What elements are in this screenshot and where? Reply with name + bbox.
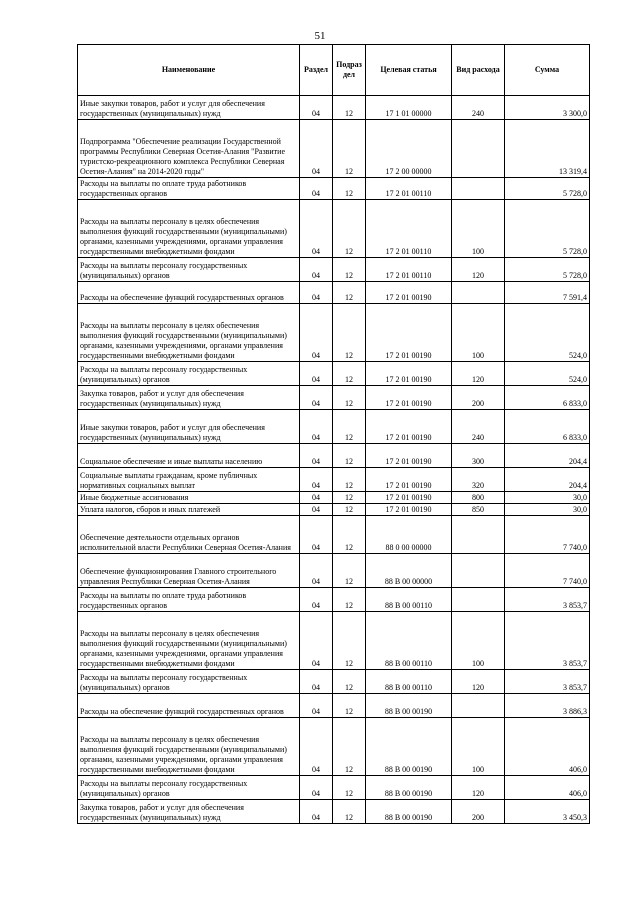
table-row — [78, 588, 590, 612]
table-row — [78, 410, 590, 444]
row-vid: 240 — [452, 410, 505, 444]
table-row — [78, 178, 590, 200]
row-podrazdel: 12 — [333, 612, 366, 670]
header-target: Целевая статья — [366, 45, 452, 96]
row-name: Расходы на выплаты персоналу в целях обеспечения выполнения функций государственными (муниципальными) органами, казенными учреждениями, органами управления государственными внебюджетными фондами — [78, 304, 300, 362]
row-podrazdel: 12 — [333, 304, 366, 362]
table-body — [78, 96, 590, 824]
row-sum: 7 591,4 — [505, 282, 590, 304]
row-sum: 5 728,0 — [505, 178, 590, 200]
row-target: 88 В 00 00000 — [366, 554, 452, 588]
row-target: 17 2 01 00190 — [366, 282, 452, 304]
header-name: Наименование — [78, 45, 300, 96]
row-name: Расходы на выплаты персоналу в целях обеспечения выполнения функций государственными (муниципальными) органами, казенными учреждениями, органами управления государственными внебюджетными фондами — [78, 200, 300, 258]
row-razdel: 04 — [300, 776, 333, 800]
row-razdel: 04 — [300, 554, 333, 588]
row-sum: 3 853,7 — [505, 588, 590, 612]
row-target: 17 2 01 00110 — [366, 258, 452, 282]
row-target: 17 2 01 00190 — [366, 304, 452, 362]
row-razdel: 04 — [300, 304, 333, 362]
table-row — [78, 96, 590, 120]
row-razdel: 04 — [300, 282, 333, 304]
row-razdel: 04 — [300, 120, 333, 178]
page-number: 51 — [314, 30, 326, 42]
row-razdel: 04 — [300, 410, 333, 444]
row-name: Расходы на выплаты персоналу государственных (муниципальных) органов — [78, 776, 300, 800]
row-podrazdel: 12 — [333, 694, 366, 718]
row-podrazdel: 12 — [333, 516, 366, 554]
row-vid — [452, 178, 505, 200]
row-name: Обеспечение деятельности отдельных органов исполнительной власти Республики Северная Осетия-Алания — [78, 516, 300, 554]
table-row — [78, 776, 590, 800]
row-target: 17 2 01 00190 — [366, 362, 452, 386]
row-vid: 120 — [452, 670, 505, 694]
row-razdel: 04 — [300, 670, 333, 694]
table-row — [78, 468, 590, 492]
row-podrazdel: 12 — [333, 588, 366, 612]
row-target: 88 В 00 00110 — [366, 588, 452, 612]
table-row — [78, 800, 590, 824]
row-name: Расходы на выплаты по оплате труда работников государственных органов — [78, 178, 300, 200]
row-sum: 5 728,0 — [505, 258, 590, 282]
row-target: 17 2 01 00190 — [366, 386, 452, 410]
row-vid: 120 — [452, 776, 505, 800]
row-podrazdel: 12 — [333, 120, 366, 178]
row-name: Закупка товаров, работ и услуг для обеспечения государственных (муниципальных) нужд — [78, 800, 300, 824]
row-vid — [452, 516, 505, 554]
table-row — [78, 694, 590, 718]
row-name: Расходы на выплаты персоналу государственных (муниципальных) органов — [78, 362, 300, 386]
row-podrazdel: 12 — [333, 800, 366, 824]
row-name: Обеспечение функционирования Главного строительного управления Республики Северная Осетия-Алания — [78, 554, 300, 588]
row-podrazdel: 12 — [333, 504, 366, 516]
table-row — [78, 120, 590, 178]
row-podrazdel: 12 — [333, 554, 366, 588]
row-name: Расходы на обеспечение функций государственных органов — [78, 282, 300, 304]
row-target: 88 В 00 00110 — [366, 612, 452, 670]
row-name: Расходы на выплаты персоналу государственных (муниципальных) органов — [78, 670, 300, 694]
header-sum: Сумма — [505, 45, 590, 96]
table-header-row — [78, 45, 590, 96]
row-sum: 7 740,0 — [505, 554, 590, 588]
row-target: 17 2 01 00190 — [366, 468, 452, 492]
table-row — [78, 554, 590, 588]
row-razdel: 04 — [300, 718, 333, 776]
row-razdel: 04 — [300, 800, 333, 824]
table-row — [78, 504, 590, 516]
row-target: 17 2 01 00190 — [366, 410, 452, 444]
row-name: Расходы на обеспечение функций государственных органов — [78, 694, 300, 718]
row-vid — [452, 120, 505, 178]
row-vid: 120 — [452, 258, 505, 282]
row-target: 17 2 01 00190 — [366, 492, 452, 504]
row-name: Социальные выплаты гражданам, кроме публичных нормативных социальных выплат — [78, 468, 300, 492]
row-name: Расходы на выплаты по оплате труда работников государственных органов — [78, 588, 300, 612]
row-sum: 3 450,3 — [505, 800, 590, 824]
row-razdel: 04 — [300, 612, 333, 670]
row-name: Иные закупки товаров, работ и услуг для обеспечения государственных (муниципальных) нужд — [78, 410, 300, 444]
row-name: Социальное обеспечение и иные выплаты населению — [78, 444, 300, 468]
row-sum: 3 886,3 — [505, 694, 590, 718]
row-vid — [452, 694, 505, 718]
row-razdel: 04 — [300, 504, 333, 516]
row-sum: 3 853,7 — [505, 670, 590, 694]
row-name: Расходы на выплаты персоналу в целях обеспечения выполнения функций государственными (муниципальными) органами, казенными учреждениями, органами управления государственными внебюджетными фондами — [78, 612, 300, 670]
row-target: 88 В 00 00190 — [366, 776, 452, 800]
row-podrazdel: 12 — [333, 776, 366, 800]
row-sum: 30,0 — [505, 504, 590, 516]
row-podrazdel: 12 — [333, 386, 366, 410]
table-row — [78, 492, 590, 504]
row-sum: 406,0 — [505, 776, 590, 800]
row-vid: 100 — [452, 200, 505, 258]
row-sum: 6 833,0 — [505, 410, 590, 444]
row-razdel: 04 — [300, 178, 333, 200]
row-razdel: 04 — [300, 258, 333, 282]
table-row — [78, 304, 590, 362]
row-podrazdel: 12 — [333, 410, 366, 444]
row-vid — [452, 554, 505, 588]
row-name: Уплата налогов, сборов и иных платежей — [78, 504, 300, 516]
table-row — [78, 200, 590, 258]
row-target: 17 2 01 00190 — [366, 504, 452, 516]
row-podrazdel: 12 — [333, 200, 366, 258]
row-name: Иные бюджетные ассигнования — [78, 492, 300, 504]
table-row — [78, 670, 590, 694]
row-vid: 320 — [452, 468, 505, 492]
row-sum: 30,0 — [505, 492, 590, 504]
row-razdel: 04 — [300, 386, 333, 410]
row-sum: 6 833,0 — [505, 386, 590, 410]
row-podrazdel: 12 — [333, 282, 366, 304]
row-target: 17 2 01 00110 — [366, 200, 452, 258]
header-razdel: Раздел — [300, 45, 333, 96]
row-podrazdel: 12 — [333, 444, 366, 468]
row-podrazdel: 12 — [333, 362, 366, 386]
row-vid: 200 — [452, 800, 505, 824]
row-razdel: 04 — [300, 492, 333, 504]
row-target: 88 В 00 00110 — [366, 670, 452, 694]
row-podrazdel: 12 — [333, 178, 366, 200]
table-row — [78, 362, 590, 386]
row-vid: 100 — [452, 718, 505, 776]
header-podrazdel: Подраз дел — [333, 45, 366, 96]
row-sum: 7 740,0 — [505, 516, 590, 554]
row-vid: 240 — [452, 96, 505, 120]
row-razdel: 04 — [300, 362, 333, 386]
row-sum: 204,4 — [505, 468, 590, 492]
row-vid: 100 — [452, 612, 505, 670]
row-podrazdel: 12 — [333, 258, 366, 282]
row-razdel: 04 — [300, 588, 333, 612]
row-podrazdel: 12 — [333, 718, 366, 776]
row-vid: 850 — [452, 504, 505, 516]
row-sum: 204,4 — [505, 444, 590, 468]
table-row — [78, 444, 590, 468]
row-target: 88 В 00 00190 — [366, 694, 452, 718]
row-vid: 200 — [452, 386, 505, 410]
row-target: 88 0 00 00000 — [366, 516, 452, 554]
row-target: 17 2 01 00190 — [366, 444, 452, 468]
row-target: 17 2 00 00000 — [366, 120, 452, 178]
table-row — [78, 718, 590, 776]
row-name: Закупка товаров, работ и услуг для обеспечения государственных (муниципальных) нужд — [78, 386, 300, 410]
row-vid: 120 — [452, 362, 505, 386]
row-sum: 3 853,7 — [505, 612, 590, 670]
row-razdel: 04 — [300, 200, 333, 258]
row-sum: 3 300,0 — [505, 96, 590, 120]
row-podrazdel: 12 — [333, 96, 366, 120]
row-target: 17 1 01 00000 — [366, 96, 452, 120]
table-row — [78, 612, 590, 670]
row-sum: 406,0 — [505, 718, 590, 776]
header-vid: Вид расхода — [452, 45, 505, 96]
row-razdel: 04 — [300, 694, 333, 718]
row-name: Расходы на выплаты персоналу в целях обеспечения выполнения функций государственными (муниципальными) органами, казенными учреждениями, органами управления государственными внебюджетными фондами — [78, 718, 300, 776]
row-vid — [452, 588, 505, 612]
row-vid: 800 — [452, 492, 505, 504]
row-podrazdel: 12 — [333, 468, 366, 492]
row-razdel: 04 — [300, 96, 333, 120]
row-vid: 300 — [452, 444, 505, 468]
budget-table — [77, 44, 590, 824]
table-row — [78, 258, 590, 282]
row-name: Расходы на выплаты персоналу государственных (муниципальных) органов — [78, 258, 300, 282]
row-podrazdel: 12 — [333, 492, 366, 504]
table-row — [78, 516, 590, 554]
row-target: 17 2 01 00110 — [366, 178, 452, 200]
row-sum: 524,0 — [505, 304, 590, 362]
row-sum: 524,0 — [505, 362, 590, 386]
row-target: 88 В 00 00190 — [366, 800, 452, 824]
row-target: 88 В 00 00190 — [366, 718, 452, 776]
row-razdel: 04 — [300, 444, 333, 468]
row-sum: 5 728,0 — [505, 200, 590, 258]
row-sum: 13 319,4 — [505, 120, 590, 178]
row-name: Иные закупки товаров, работ и услуг для обеспечения государственных (муниципальных) нужд — [78, 96, 300, 120]
row-name: Подпрограмма "Обеспечение реализации Государственной программы Республики Северная Осетия-Алания "Развитие туристско-рекреационного комплекса Республики Северная Осетия-Алания" на 2014-2020 годы" — [78, 120, 300, 178]
row-podrazdel: 12 — [333, 670, 366, 694]
row-vid — [452, 282, 505, 304]
table-row — [78, 282, 590, 304]
table-row — [78, 386, 590, 410]
row-razdel: 04 — [300, 516, 333, 554]
row-razdel: 04 — [300, 468, 333, 492]
row-vid: 100 — [452, 304, 505, 362]
